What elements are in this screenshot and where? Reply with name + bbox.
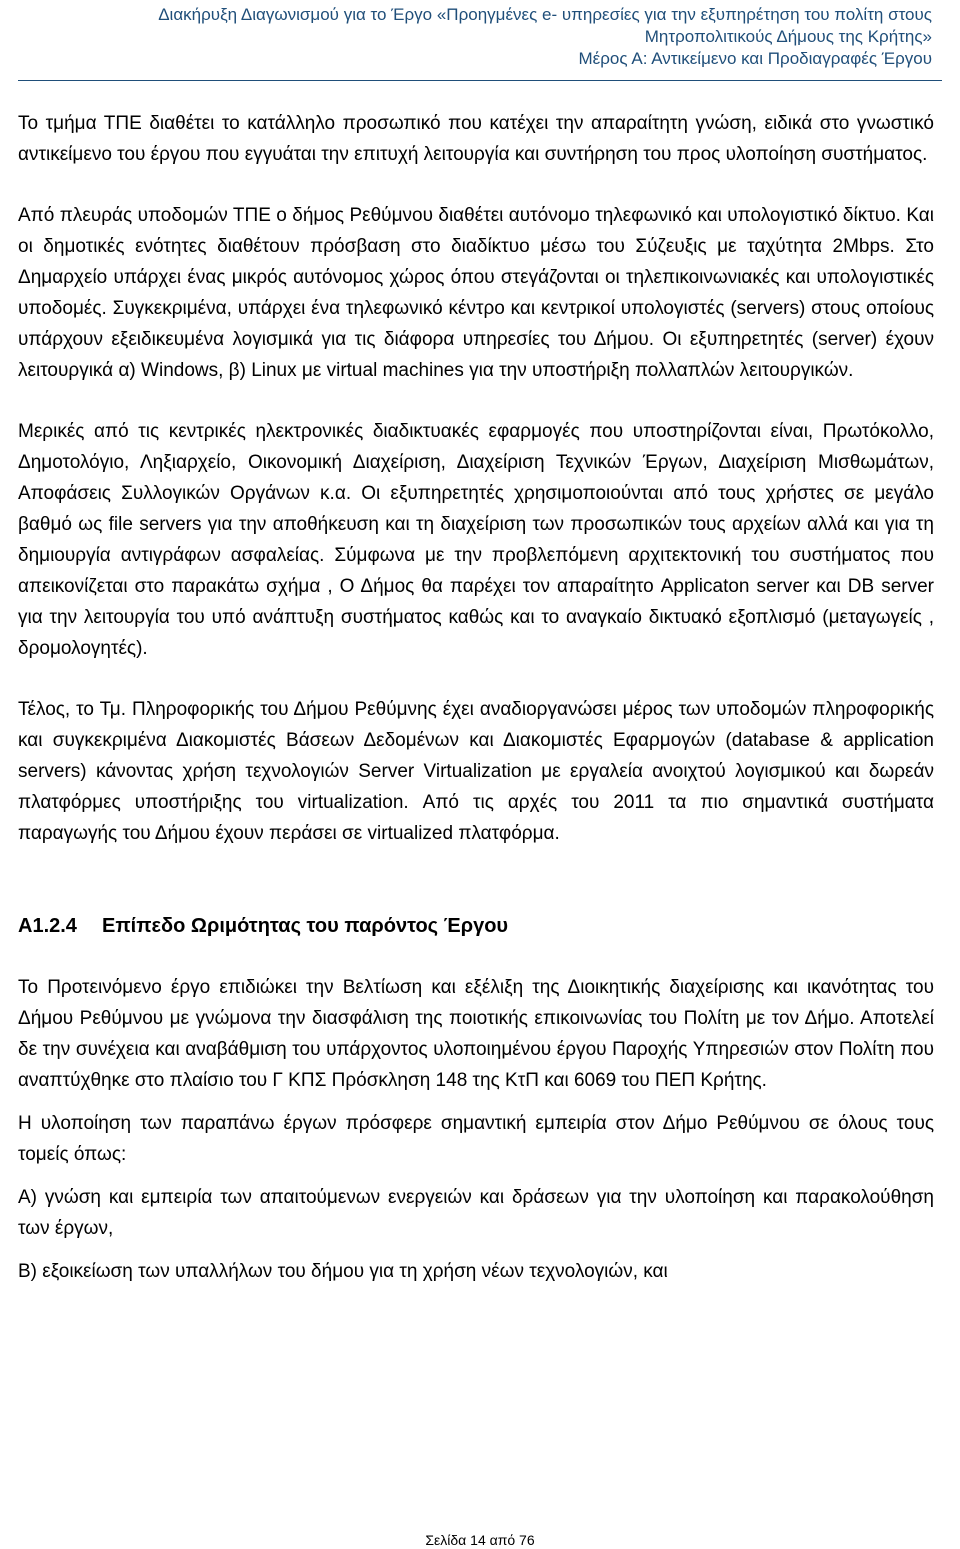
section-heading [18,911,934,942]
spacer [18,942,934,972]
spacer [18,1244,934,1256]
paragraph-applications: Μερικές από τις κεντρικές ηλεκτρονικές διαδικτυακές εφαρμογές που υποστηρίζονται είναι, Πρωτόκολλο, Δημοτολόγιο, Ληξιαρχείο, Οικονομική Διαχείριση, Διαχείριση Τεχνικών Έργων, Διαχείριση Μισθωμάτων, Αποφάσεις Συλλογικών Οργάνων κ.α. Οι εξυπηρετητές χρησιμοποιούνται από τους χρήστες σε μεγάλο βαθμό ως file servers για την αποθήκευση και τη διαχείριση των προσωπικών τους αρχείων αλλά και για τη δημιουργία αντιγράφων ασφαλείας. Σύμφωνα με την προβλεπόμενη αρχιτεκτονική του συστήματος που απεικονίζεται στο παρακάτω σχήμα , Ο Δήμος θα παρέχει τον απαραίτητο Applicaton server και DB server για την λειτουργία του υπό ανάπτυξη συστήματος καθώς και το αναγκαίο δικτυακό εξοπλισμό (μεταγωγείς , δρομολογητές). [18,421,934,659]
list-item-b: Β) εξοικείωση των υπαλλήλων του δήμου για τη χρήση νέων τεχνολογιών, και [18,1261,668,1282]
spacer [18,1096,934,1108]
spacer [18,170,934,200]
header-line-1: Διακήρυξη Διαγωνισμού για το Έργο «Προηγμένες e- υπηρεσίες για την εξυπηρέτηση του πολίτη στους [158,5,932,24]
spacer [18,1170,934,1182]
header-divider [18,80,942,81]
paragraph-virtualization: Τέλος, το Τμ. Πληροφορικής του Δήμου Ρεθύμνης έχει αναδιοργανώσει μέρος των υποδομών πληροφορικής και συγκεκριμένα Διακομιστές Βάσεων Δεδομένων και Διακομιστές Εφαρμογών (database & application servers) κάνοντας χρήση τεχνολογιών Server Virtualization με εργαλεία ανοιχτού λογισμικού και δωρεάν πλατφόρμες υποστήριξης του virtualization. Από τις αρχές του 2011 τα πιο σημαντικά συστήματα παραγωγής του Δήμου έχουν περάσει σε virtualized πλατφόρμα. [18,699,934,844]
document-header [32,4,932,70]
header-line-2: Μητροπολιτικούς Δήμους της Κρήτης» [644,27,932,46]
spacer [18,386,934,416]
section-number: Α1.2.4 [18,915,77,937]
section-title: Επίπεδο Ωριμότητας του παρόντος Έργου [102,915,509,937]
list-item-a: Α) γνώση και εμπειρία των απαιτούμενων ενεργειών και δράσεων για την υλοποίηση και παρακολούθηση των έργων, [18,1187,934,1239]
paragraph-experience: Η υλοποίηση των παραπάνω έργων πρόσφερε σημαντική εμπειρία στον Δήμο Ρεθύμνου σε όλους τους τομείς όπως: [18,1113,934,1165]
paragraph-infrastructure: Από πλευράς υποδομών ΤΠΕ ο δήμος Ρεθύμνου διαθέτει αυτόνομο τηλεφωνικό και υπολογιστικό δίκτυο. Και οι δημοτικές ενότητες διαθέτουν πρόσβαση στο διαδίκτυο μέσω του Σύζευξις με ταχύτητα 2Mbps. Στο Δημαρχείο υπάρχει ένας μικρός αυτόνομος χώρος όπου στεγάζονται οι τηλεπικοινωνιακές και υπολογιστικές υποδομές. Συγκεκριμένα, υπάρχει ένα τηλεφωνικό κέντρο και κεντρικοί υπολογιστές (servers) στους οποίους υπάρχουν εξειδικευμένα λογισμικά για τις διάφορα υπηρεσίες του Δήμου. Οι εξυπηρετητές (server) έχουν λειτουργικά α) Windows, β) Linux με virtual machines για την υποστήριξη πολλαπλών λειτουργικών. [18,205,934,381]
header-line-3: Μέρος Α: Αντικείμενο και Προδιαγραφές Έργου [578,49,932,68]
spacer [18,849,934,911]
document-body [18,108,934,1287]
paragraph-staff: Το τμήμα ΤΠΕ διαθέτει το κατάλληλο προσωπικό που κατέχει την απαραίτητη γνώση, ειδικά στο γνωστικό αντικείμενο του έργου που εγγυάται την επιτυχή λειτουργία και συντήρηση του προς υλοποίηση συστήματος. [18,113,934,165]
spacer [18,664,934,694]
paragraph-proposed-project: Το Προτεινόμενο έργο επιδιώκει την Βελτίωση και εξέλιξη της Διοικητικής διαχείρισης και ικανότητας του Δήμου Ρεθύμνου με γνώμονα την διασφάλιση της ποιοτικής επικοινωνίας του Πολίτη με τον Δήμο. Αποτελεί δε την συνέχεια και αναβάθμιση του υπάρχοντος υλοποιημένου έργου Παροχής Υπηρεσιών στον Πολίτη που αναπτύχθηκε στο πλαίσιο του Γ ΚΠΣ Πρόσκληση 148 της ΚτΠ και 6069 του ΠΕΠ Κρήτης. [18,977,934,1091]
page-number: Σελίδα 14 από 76 [425,1532,535,1548]
